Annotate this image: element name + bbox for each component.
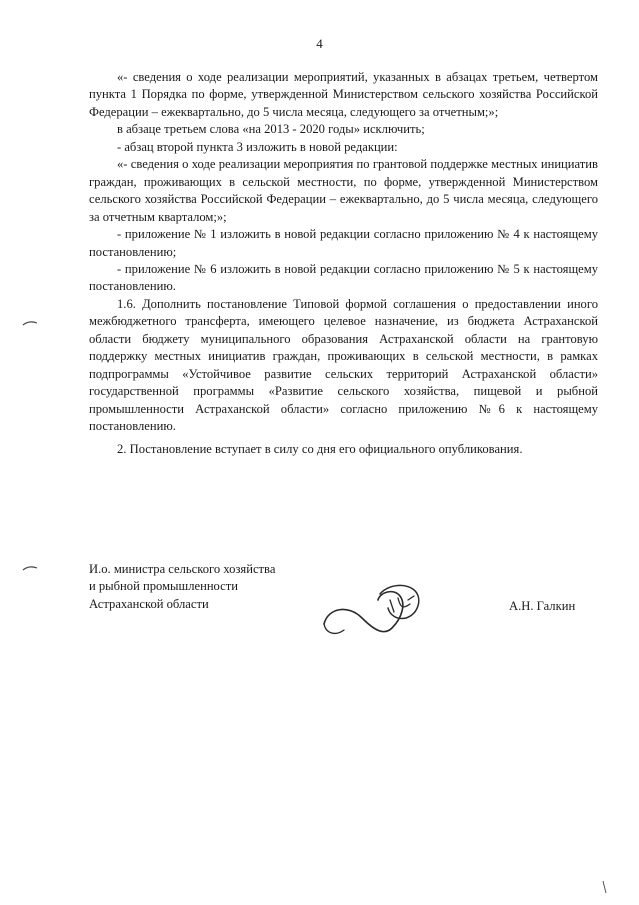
paragraph-appendix-1: - приложение № 1 изложить в новой редакции согласно приложению № 4 к настоящему постановлению; — [89, 227, 598, 259]
page-number: 4 — [316, 36, 323, 51]
signatory-name: А.Н. Галкин — [509, 599, 576, 613]
paragraph-exclude-years: в абзаце третьем слова «на 2013 - 2020 годы» исключить; — [117, 122, 425, 137]
document-body — [89, 69, 598, 458]
paragraph-new-wording-intro: - абзац второй пункта 3 изложить в новой редакции: — [117, 139, 398, 154]
scan-corner-mark-icon — [600, 880, 614, 894]
signatory-position-line: Астраханской области — [89, 596, 209, 611]
signatory-position-line: и рыбной промышленности — [89, 579, 238, 594]
scan-mark-icon — [22, 564, 38, 572]
signatory-position-line: И.о. министра сельского хозяйства — [89, 562, 276, 576]
paragraph-grant-reporting: «- сведения о ходе реализации мероприятия по грантовой поддержке местных инициатив граждан, проживающих в сельской местности, по форме, утвержденной Министерством сельского хозяйства Российской Федерации – ежеквартально, до 5 числа месяца, следующего за отчетным кварталом;»; — [89, 157, 598, 224]
scan-mark-icon — [22, 319, 38, 327]
paragraph-appendix-6: - приложение № 6 изложить в новой редакции согласно приложению № 5 к настоящему постановлению. — [89, 261, 598, 294]
paragraph-reporting-measures: «- сведения о ходе реализации мероприятий, указанных в абзацах третьем, четвертом пункта 1 Порядка по форме, утвержденной Министерством сельского хозяйства Российской Федерации – ежеквартально, до 5 числа месяца, следующего за отчетным;»; — [89, 70, 598, 119]
handwritten-signature — [322, 578, 426, 640]
signatory-position — [89, 561, 275, 613]
paragraph-item-1-6: 1.6. Дополнить постановление Типовой формой соглашения о предоставлении иного межбюджетного трансферта, имеющего целевое назначение, из бюджета Астраханской области бюджету муниципального образования Астраханской области на грантовую поддержку местных инициатив граждан, проживающих в сельской местности, в рамках подпрограммы «Устойчивое развитие сельских территорий Астраханской области» государственной программы «Развитие сельского хозяйства, пищевой и рыбной промышленности Астраханской области» согласно приложению №6 к настоящему постановлению. — [89, 296, 598, 434]
paragraph-item-2: 2. Постановление вступает в силу со дня его официального опубликования. — [117, 441, 523, 456]
